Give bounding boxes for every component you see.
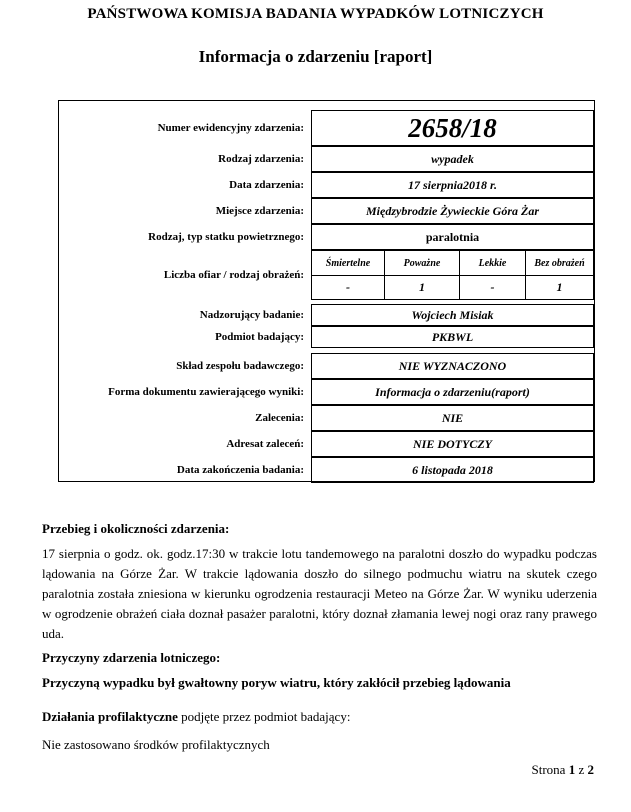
investigating-entity-label: Podmiot badający:: [215, 331, 304, 343]
event-place-label: Miejsce zdarzenia:: [215, 205, 304, 217]
recommendations-label: Zalecenia:: [255, 412, 304, 424]
end-date-label: Data zakończenia badania:: [176, 464, 304, 476]
end-date-row: [59, 457, 594, 483]
casualties-grid: [311, 250, 594, 300]
casualties-value-minor: -: [459, 275, 526, 300]
team-value: NIE WYZNACZONO: [311, 353, 594, 379]
casualties-header-fatal: Śmiertelne: [311, 250, 385, 276]
team-label: Skład zespołu badawczego:: [176, 360, 304, 372]
event-type-value: wypadek: [311, 146, 594, 172]
event-date-label: Data zdarzenia:: [229, 179, 304, 191]
event-place-value: Międzybrodzie Żywieckie Góra Żar: [311, 198, 594, 224]
organization-name: PAŃSTWOWA KOMISJA BADANIA WYPADKÓW LOTNICZYCH: [87, 6, 544, 22]
event-type-label: Rodzaj zdarzenia:: [218, 153, 304, 165]
investigating-entity-row: [59, 326, 594, 348]
page-separator: z: [575, 762, 588, 777]
event-info-table: [58, 100, 595, 482]
page-number: [532, 762, 594, 778]
recommendations-addressee-row: [59, 431, 594, 457]
course-heading: Przebieg i okoliczności zdarzenia:: [42, 521, 230, 536]
casualties-header-minor: Lekkie: [459, 250, 526, 276]
team-row: [59, 353, 594, 379]
event-date-row: [59, 172, 594, 198]
event-date-value: 17 sierpnia2018 r.: [311, 172, 594, 198]
prevention-heading: Działania profilaktyczne: [42, 709, 178, 724]
recommendations-addressee-label: Adresat zaleceń:: [226, 438, 304, 450]
aircraft-type-value: paralotnia: [311, 224, 594, 250]
course-text: 17 sierpnia o godz. ok. godz.17:30 w trakcie lotu tandemowego na paralotni doszło do wypadku podczas lądowania na Górze Żar. W trakcie lądowania doszło do silnego podmuchu wiatru na skutek czego paralotnia została zniesiona w kierunku ogrodzenia restauracji Meteo na Górze Żar. W wyniku uderzenia w ogrodzenie obrażeń ciała doznał pasażer paralotni, który doznał złamania lewej nogi oraz rany prawego uda.: [42, 546, 597, 641]
recommendations-value: NIE: [311, 405, 594, 431]
registry-number-row: [59, 110, 594, 146]
supervisor-label: Nadzorujący badanie:: [199, 309, 304, 321]
casualties-value-serious: 1: [384, 275, 460, 300]
supervisor-value: Wojciech Misiak: [311, 304, 594, 326]
page-total: 2: [587, 762, 594, 777]
prevention-text: Nie zastosowano środków profilaktycznych: [42, 737, 270, 752]
event-place-row: [59, 198, 594, 224]
document-form-value: Informacja o zdarzeniu(raport): [311, 379, 594, 405]
recommendations-row: [59, 405, 594, 431]
investigating-entity-value: PKBWL: [311, 326, 594, 348]
causes-heading: Przyczyny zdarzenia lotniczego:: [42, 650, 221, 665]
aircraft-type-label: Rodzaj, typ statku powietrznego:: [148, 231, 304, 243]
casualties-value-none: 1: [525, 275, 594, 300]
prevention-heading-line: [42, 707, 597, 727]
registry-number-label: Numer ewidencyjny zdarzenia:: [157, 122, 304, 134]
event-type-row: [59, 146, 594, 172]
page-prefix: Strona: [531, 762, 569, 777]
end-date-value: 6 listopada 2018: [311, 457, 594, 483]
document-title: Informacja o zdarzeniu [raport]: [198, 47, 433, 66]
causes-text: Przyczyną wypadku był gwałtowny poryw wiatru, który zakłócił przebieg lądowania: [42, 675, 511, 690]
recommendations-addressee-value: NIE DOTYCZY: [311, 431, 594, 457]
page-current: 1: [568, 762, 576, 777]
supervisor-row: [59, 304, 594, 326]
casualties-row: [59, 250, 594, 300]
casualties-header-serious: Poważne: [384, 250, 460, 276]
casualties-label: Liczba ofiar / rodzaj obrażeń:: [163, 269, 304, 281]
casualties-value-fatal: -: [311, 275, 385, 300]
prevention-heading-rest: podjęte przez podmiot badający:: [177, 709, 351, 724]
document-form-row: [59, 379, 594, 405]
aircraft-type-row: [59, 224, 594, 250]
casualties-header-none: Bez obrażeń: [525, 250, 594, 276]
document-form-label: Forma dokumentu zawierającego wyniki:: [108, 386, 304, 398]
registry-number-value: 2658/18: [311, 110, 594, 146]
